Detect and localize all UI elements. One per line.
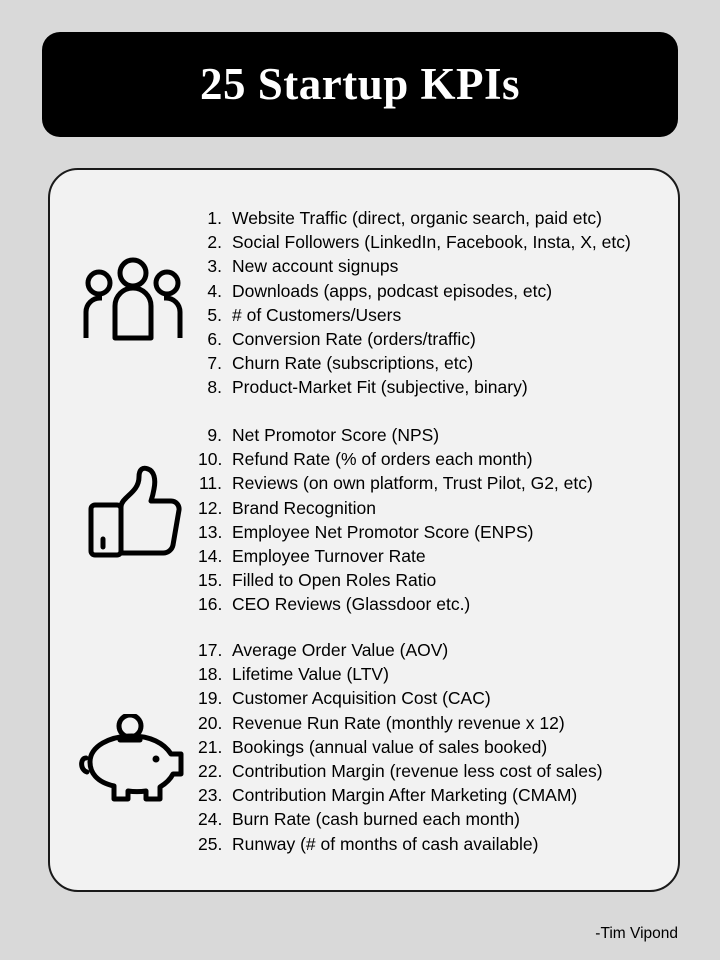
thumbs-up-icon (68, 421, 198, 559)
list-item-number: 9. (207, 425, 222, 445)
list-item-number: 18. (198, 664, 223, 685)
list-item (198, 303, 668, 327)
list-item-number: 16. (198, 594, 223, 615)
list-item-number: 22. (198, 761, 223, 782)
kpi-list (198, 204, 668, 400)
list-item-number: 12. (198, 497, 223, 518)
list-item-label: Downloads (apps, podcast episodes, etc) (232, 280, 553, 301)
list-item-number: 5. (207, 304, 222, 325)
list-item-label: Contribution Margin (revenue less cost of sales) (232, 761, 603, 782)
list-item-label: Net Promotor Score (NPS) (232, 425, 440, 445)
list-item (198, 592, 668, 616)
list-item-label: Reviews (on own platform, Trust Pilot, G2, etc) (232, 473, 593, 494)
list-item (198, 544, 668, 568)
list-item (198, 471, 668, 495)
list-item-number: 14. (198, 546, 223, 567)
kpi-group-financial (68, 636, 668, 856)
list-item-number: 15. (198, 570, 223, 591)
piggy-bank-icon (68, 636, 198, 806)
list-item-label: Burn Rate (cash burned each month) (232, 809, 520, 830)
list-item-label: Runway (# of months of cash available) (232, 833, 539, 854)
list-item (198, 832, 668, 856)
list-item-label: Churn Rate (subscriptions, etc) (232, 353, 474, 374)
list-item-number: 1. (207, 208, 222, 228)
list-item-number: 6. (207, 329, 222, 350)
list-item (198, 520, 668, 544)
list-item-label: Filled to Open Roles Ratio (232, 570, 437, 591)
kpi-group-satisfaction (68, 421, 668, 617)
list-item-number: 20. (198, 712, 223, 733)
kpi-list (198, 421, 668, 617)
list-item (198, 423, 668, 447)
page-title: 25 Startup KPIs (199, 59, 521, 109)
list-item (198, 711, 668, 735)
list-item-label: Revenue Run Rate (monthly revenue x 12) (232, 712, 565, 733)
list-item (198, 568, 668, 592)
list-item-label: Customer Acquisition Cost (CAC) (232, 688, 491, 709)
list-item (198, 447, 668, 471)
list-item-label: Lifetime Value (LTV) (232, 664, 389, 685)
list-item-number: 17. (198, 640, 223, 660)
list-item (198, 662, 668, 686)
kpi-list (198, 636, 668, 856)
list-item-label: Bookings (annual value of sales booked) (232, 736, 548, 757)
list-item (198, 638, 668, 662)
list-item-label: Employee Net Promotor Score (ENPS) (232, 521, 534, 542)
author-signature: -Tim Vipond (595, 925, 678, 942)
list-item-label: Average Order Value (AOV) (232, 640, 449, 660)
list-item-number: 2. (207, 232, 222, 253)
list-item-number: 25. (198, 833, 223, 854)
list-item-label: Product-Market Fit (subjective, binary) (232, 377, 528, 398)
list-item-number: 4. (207, 280, 222, 301)
list-item (198, 279, 668, 303)
list-item-number: 8. (207, 377, 222, 398)
list-item (198, 686, 668, 710)
list-item-number: 23. (198, 785, 223, 806)
people-group-icon (68, 204, 198, 342)
list-item (198, 230, 668, 254)
list-item-label: Brand Recognition (232, 497, 376, 518)
list-item-number: 11. (198, 473, 222, 494)
list-item-label: Conversion Rate (orders/traffic) (232, 329, 476, 350)
list-item-label: Social Followers (LinkedIn, Facebook, Insta, X, etc) (232, 232, 631, 253)
title-banner (42, 32, 678, 137)
list-item (198, 735, 668, 759)
list-item (198, 351, 668, 375)
kpi-group-audience (68, 204, 668, 400)
list-item (198, 375, 668, 399)
list-item-number: 7. (207, 353, 222, 374)
list-item-label: Refund Rate (% of orders each month) (232, 449, 533, 470)
kpi-card (48, 168, 680, 892)
list-item (198, 783, 668, 807)
list-item (198, 327, 668, 351)
list-item-label: Contribution Margin After Marketing (CMAM) (232, 785, 578, 806)
list-item-number: 10. (198, 449, 223, 470)
list-item (198, 496, 668, 520)
list-item-number: 13. (198, 521, 223, 542)
list-item-label: New account signups (232, 256, 399, 277)
list-item-number: 3. (207, 256, 222, 277)
list-item (198, 807, 668, 831)
list-item (198, 206, 668, 230)
list-item-number: 19. (198, 688, 223, 709)
list-item-label: Website Traffic (direct, organic search, paid etc) (232, 208, 602, 228)
list-item-label: # of Customers/Users (232, 304, 402, 325)
list-item (198, 759, 668, 783)
list-item-label: CEO Reviews (Glassdoor etc.) (232, 594, 471, 615)
list-item-number: 21. (198, 736, 223, 757)
list-item-label: Employee Turnover Rate (232, 546, 426, 567)
list-item-number: 24. (198, 809, 223, 830)
list-item (198, 254, 668, 278)
